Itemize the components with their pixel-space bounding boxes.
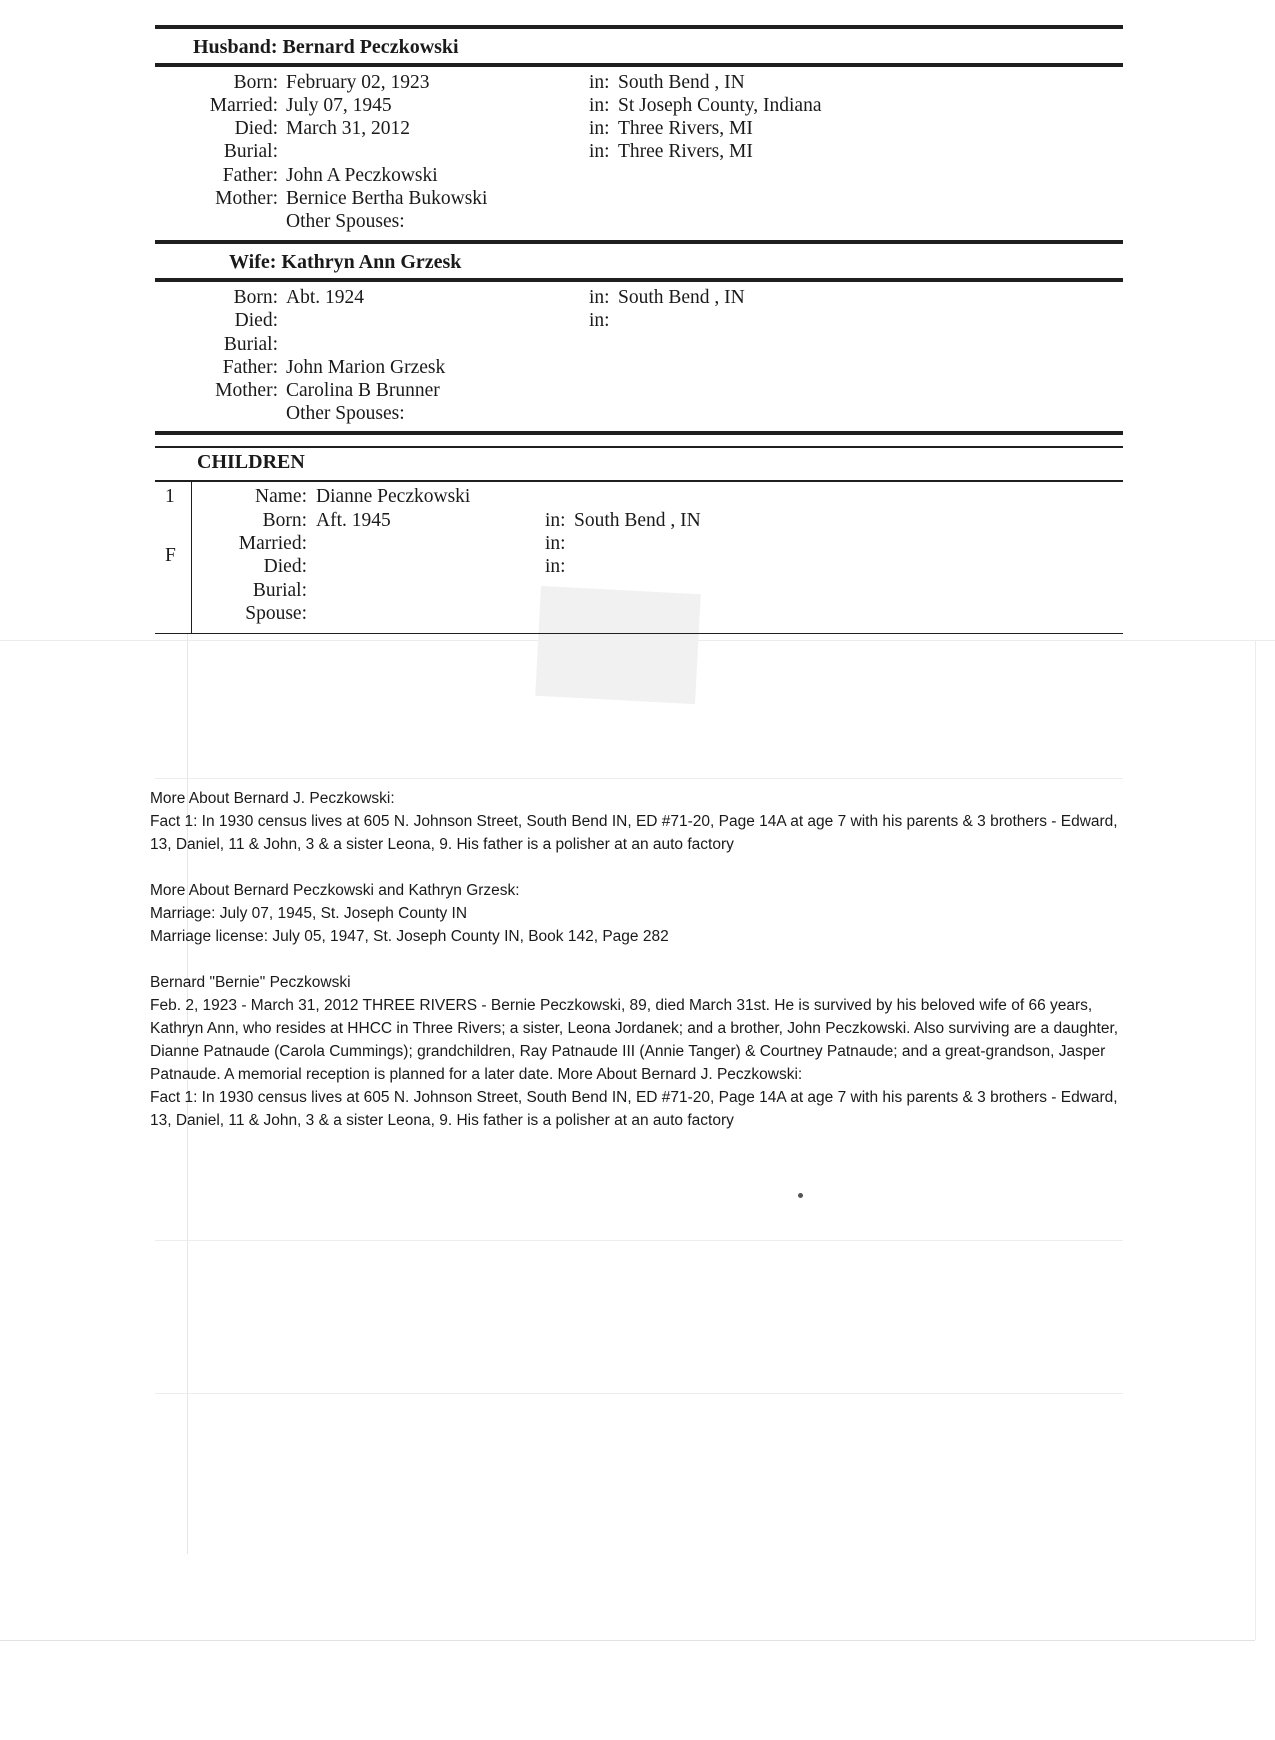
scan-edge [0, 1640, 1255, 1641]
notes-obituary-text: Feb. 2, 1923 - March 31, 2012 THREE RIVERS - Bernie Peczkowski, 89, died March 31st. He is survived by his beloved wife of 66 years, Kathryn Ann, who resides at HHCC in Three Rivers; a sister, Leona Jordanek; and a brother, John Peczkowski. Also surviving are a daughter, Dianne Patnaude (Carola Cummings); grandchildren, Ray Patnaude III (Annie Tanger) & Courtney Patnaude; and a great-grandson, Jasper Patnaude. A memorial reception is planned for a later date. More About Bernard J. Peczkowski: [150, 997, 1119, 1083]
wife-father-label: Father: [222, 357, 278, 378]
wife-born-value: Abt. 1924 [286, 287, 364, 308]
husband-born-label: Born: [233, 72, 278, 93]
husband-born-value: February 02, 1923 [286, 72, 430, 93]
husband-died-value: March 31, 2012 [286, 118, 411, 139]
husband-born-place: South Bend , IN [618, 72, 745, 93]
wife-other-spouses: Other Spouses: [286, 403, 405, 424]
child-born-label: Born: [262, 510, 307, 531]
wife-died-label: Died: [234, 310, 278, 331]
husband-father-label: Father: [222, 165, 278, 186]
paper-smudge [535, 586, 701, 704]
husband-born-in-label: in: [589, 72, 610, 93]
child-born-place: South Bend , IN [574, 510, 701, 531]
scan-edge [1255, 640, 1256, 1640]
child-died-label: Died: [263, 556, 307, 577]
husband-section-title [193, 36, 459, 59]
husband-married-value: July 07, 1945 [286, 95, 392, 116]
husband-died-label: Died: [234, 118, 278, 139]
child-spouse-label: Spouse: [245, 603, 307, 624]
husband-died-in-label: in: [589, 118, 610, 139]
notes-heading-couple: More About Bernard Peczkowski and Kathryn Grzesk: [150, 882, 520, 899]
wife-died-in-label: in: [589, 310, 610, 331]
wife-mother-value: Carolina B Brunner [286, 380, 440, 401]
husband-died-place: Three Rivers, MI [618, 118, 753, 139]
husband-name: Bernard Peczkowski [282, 36, 459, 58]
wife-born-place: South Bend , IN [618, 287, 745, 308]
child-died-in-label: in: [545, 556, 566, 577]
husband-married-place: St Joseph County, Indiana [618, 95, 822, 116]
husband-married-label: Married: [209, 95, 278, 116]
child-sex: F [165, 545, 176, 566]
children-header-rule [155, 480, 1123, 482]
ink-speck [798, 1193, 803, 1198]
wife-mother-label: Mother: [215, 380, 278, 401]
husband-married-in-label: in: [589, 95, 610, 116]
wife-father-value: John Marion Grzesk [286, 357, 446, 378]
child-born-in-label: in: [545, 510, 566, 531]
wife-burial-label: Burial: [223, 334, 278, 355]
bleed-through-line [155, 1393, 1123, 1394]
children-top-rule [155, 431, 1123, 435]
child-born-value: Aft. 1945 [316, 510, 391, 531]
husband-burial-label: Burial: [223, 141, 278, 162]
wife-born-in-label: in: [589, 287, 610, 308]
top-rule [155, 25, 1123, 29]
husband-mother-label: Mother: [215, 188, 278, 209]
bleed-through-line [155, 1240, 1123, 1241]
husband-title-label: Husband: [193, 36, 278, 58]
husband-mother-value: Bernice Bertha Bukowski [286, 188, 488, 209]
child-burial-label: Burial: [252, 580, 307, 601]
notes-section [150, 787, 1130, 1132]
wife-name: Kathryn Ann Grzesk [281, 251, 462, 273]
child-name-value: Dianne Peczkowski [316, 486, 471, 507]
children-bottom-rule [155, 633, 1123, 634]
child-number: 1 [165, 486, 175, 507]
child-married-in-label: in: [545, 533, 566, 554]
wife-title-label: Wife: [229, 251, 277, 273]
husband-burial-in-label: in: [589, 141, 610, 162]
wife-section-title [229, 251, 461, 274]
child-name-label: Name: [255, 486, 307, 507]
husband-rule [155, 63, 1123, 67]
notes-fact-census: Fact 1: In 1930 census lives at 605 N. Johnson Street, South Bend IN, ED #71-20, Page 14A at age 7 with his parents & 3 brothers - Edward, 13, Daniel, 11 & John, 3 & a sister Leona, 9. His father is a polisher at an auto factory [150, 813, 1118, 853]
husband-other-spouses: Other Spouses: [286, 211, 405, 232]
husband-burial-place: Three Rivers, MI [618, 141, 753, 162]
husband-father-value: John A Peczkowski [286, 165, 438, 186]
notes-obituary-heading: Bernard "Bernie" Peczkowski [150, 974, 351, 991]
wife-top-rule [155, 240, 1123, 244]
bleed-through-line [155, 778, 1123, 779]
child-married-label: Married: [238, 533, 307, 554]
children-section-title: CHILDREN [197, 451, 305, 473]
notes-marriage-license: Marriage license: July 05, 1947, St. Joseph County IN, Book 142, Page 282 [150, 928, 669, 945]
wife-rule [155, 278, 1123, 282]
wife-born-label: Born: [233, 287, 278, 308]
notes-obituary-fact: Fact 1: In 1930 census lives at 605 N. Johnson Street, South Bend IN, ED #71-20, Page 14A at age 7 with his parents & 3 brothers - Edward, 13, Daniel, 11 & John, 3 & a sister Leona, 9. His father is a polisher at an auto factory [150, 1089, 1118, 1129]
notes-heading-bernard: More About Bernard J. Peczkowski: [150, 790, 395, 807]
notes-marriage: Marriage: July 07, 1945, St. Joseph County IN [150, 905, 468, 922]
children-top-rule-thin [155, 446, 1123, 448]
